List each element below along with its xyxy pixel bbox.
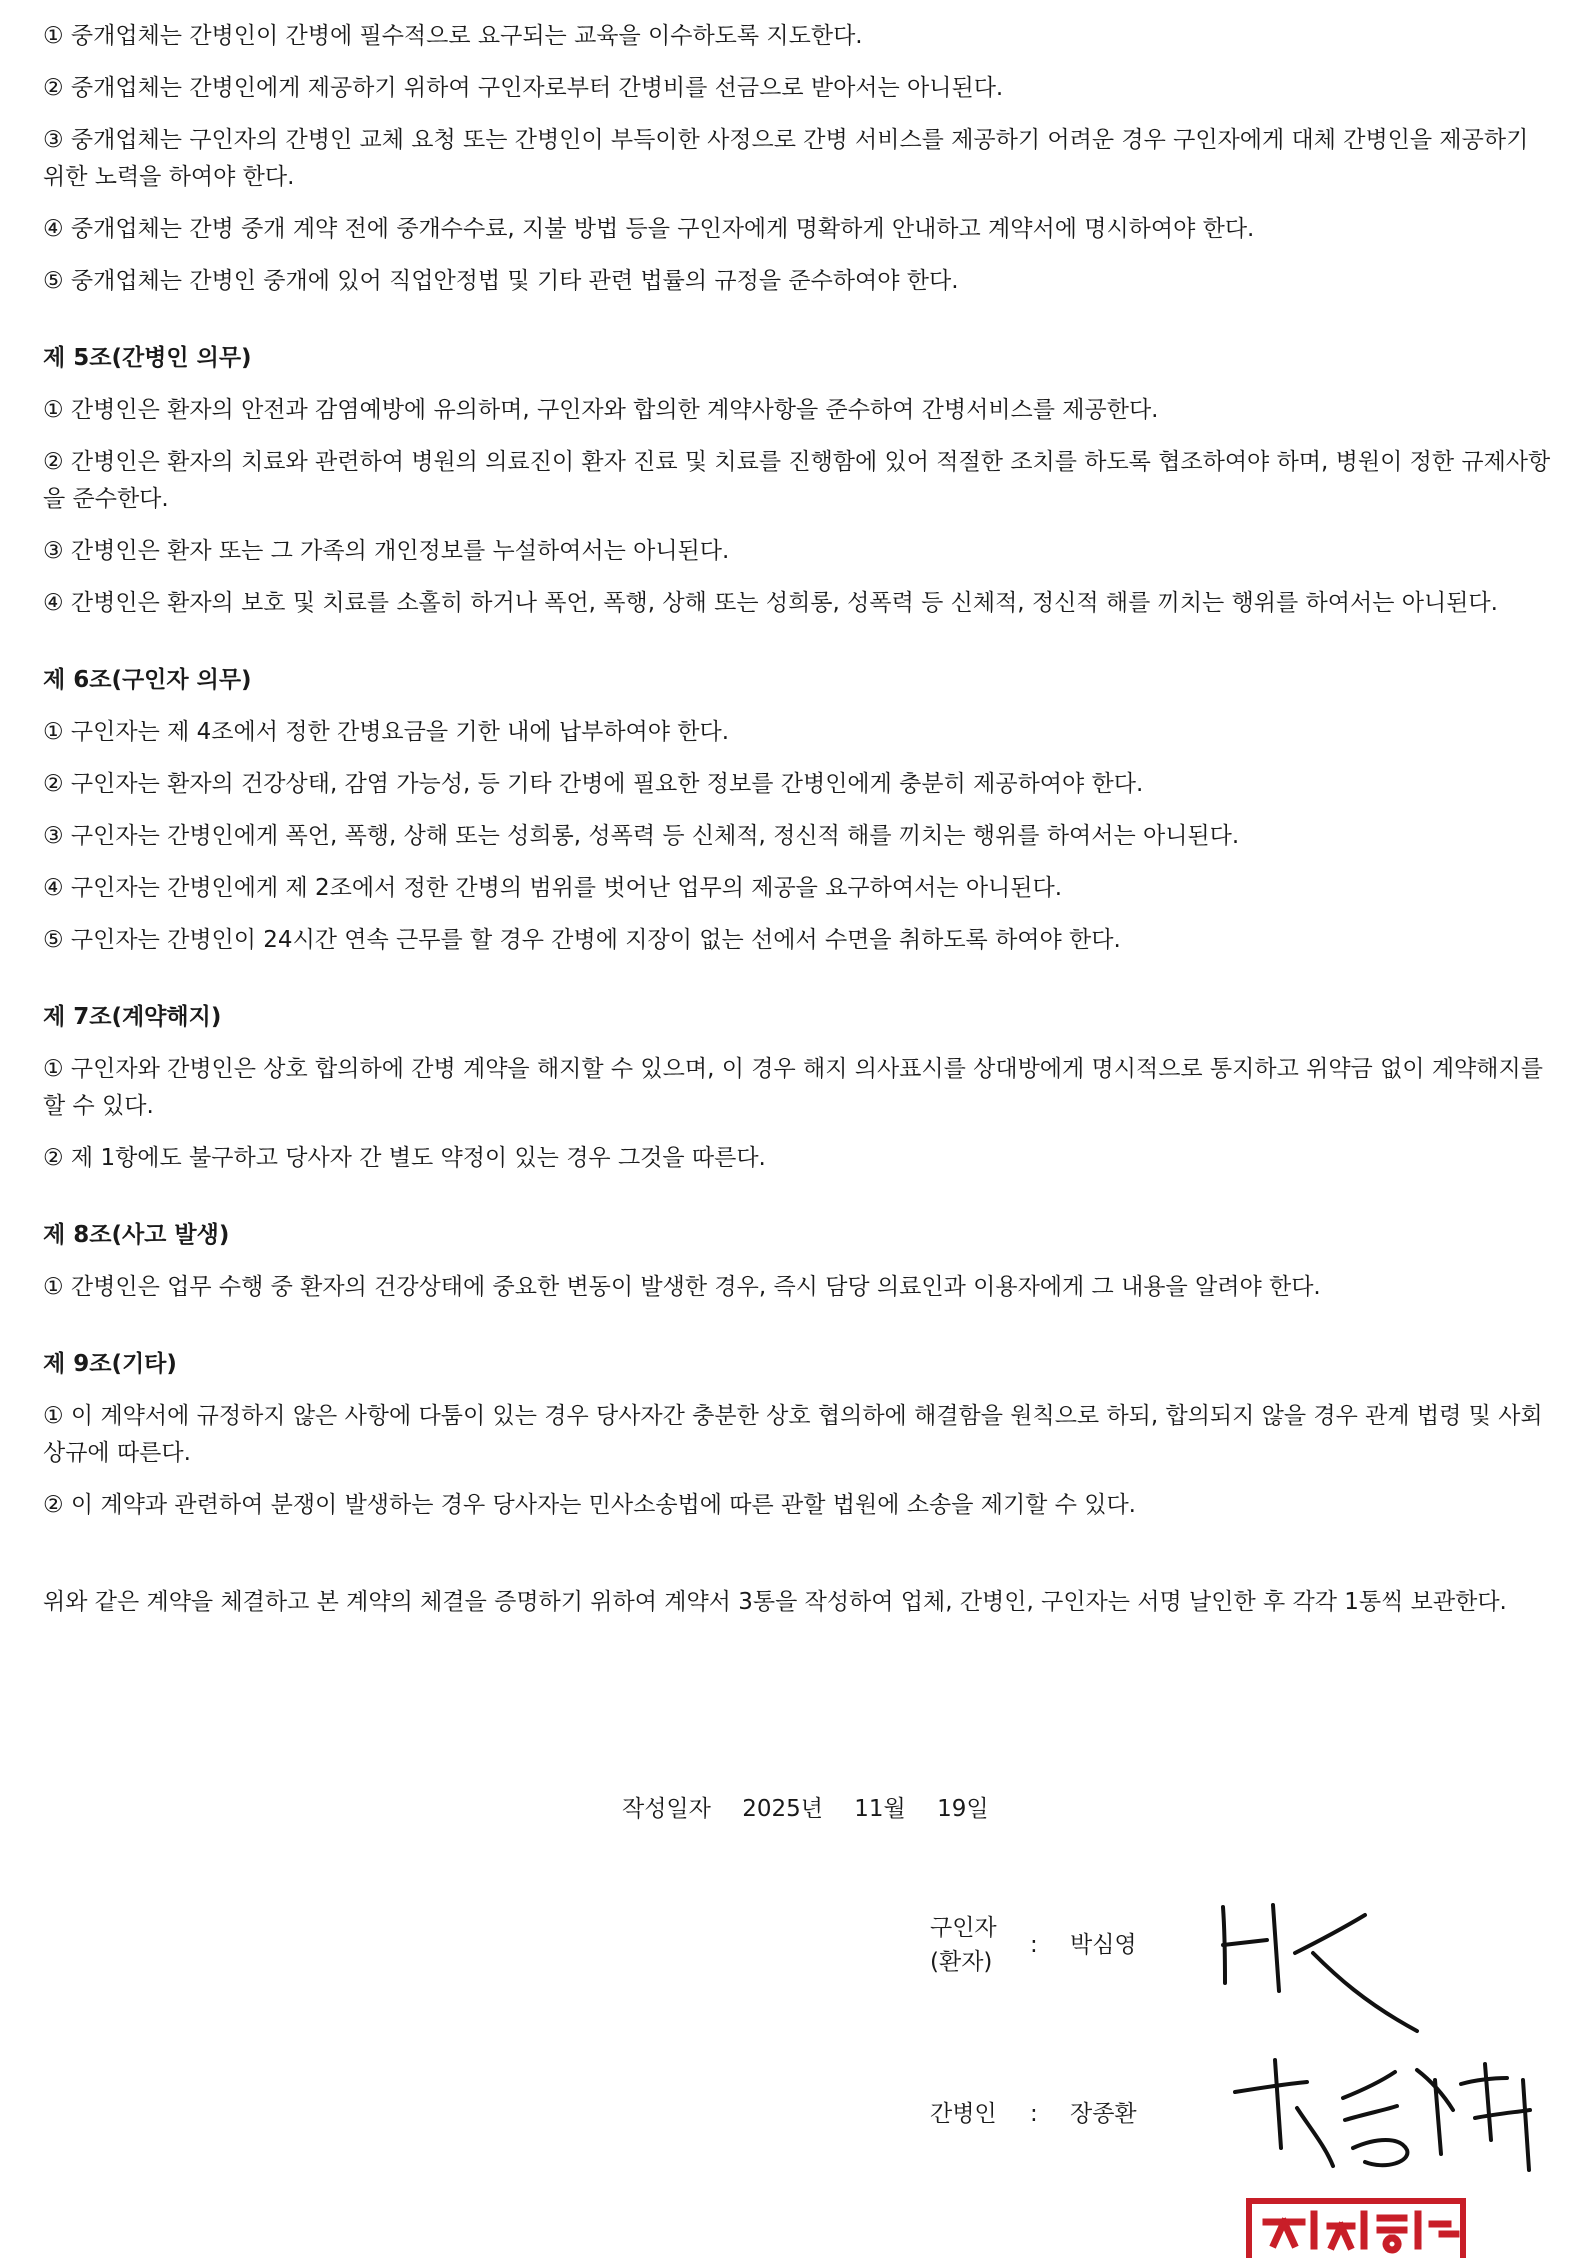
article-7 [43,999,1553,1177]
article-6 [43,662,1553,959]
party-client-label-line1: 구인자 [930,1915,997,1941]
date-month: 11월 [854,1796,906,1822]
clause-line: ① 간병인은 업무 수행 중 환자의 건강상태에 중요한 변동이 발생한 경우, 즉시 담당 의료인과 이용자에게 그 내용을 알려야 한다. [43,1274,1321,1300]
article-heading: 제 5조(간병인 의무) [43,345,252,371]
clause-line: ② 제 1항에도 불구하고 당사자 간 별도 약정이 있는 경우 그것을 따른다. [43,1145,766,1171]
party-caregiver-name: 장종환 [1070,2101,1137,2127]
party-caregiver-label: 간병인 [930,2101,997,2127]
clause-line: ① 중개업체는 간병인이 간병에 필수적으로 요구되는 교육을 이수하도록 지도한다. [43,23,863,49]
closing-statement: 위와 같은 계약을 체결하고 본 계약의 체결을 증명하기 위하여 계약서 3통을 작성하여 업체, 간병인, 구인자는 서명 날인한 후 각각 1통씩 보관한다. [43,1589,1507,1615]
date-day: 19일 [937,1796,989,1822]
seal-stamp [1246,2198,1466,2258]
article-8 [43,1217,1553,1306]
party-client-label [930,1911,997,1979]
client-signature [1195,1895,1455,2045]
caregiver-signature [1225,2050,1565,2190]
article-heading: 제 9조(기타) [43,1351,177,1377]
date-year: 2025년 [742,1796,823,1822]
clause-line: ④ 구인자는 간병인에게 제 2조에서 정한 간병의 범위를 벗어난 업무의 제공을 요구하여서는 아니된다. [43,875,1063,901]
clause-line: ⑤ 중개업체는 간병인 중개에 있어 직업안정법 및 기타 관련 법률의 규정을 준수하여야 한다. [43,268,959,294]
clause-line: ② 간병인은 환자의 치료와 관련하여 병원의 의료진이 환자 진료 및 치료를 진행함에 있어 적절한 조치를 하도록 협조하여야 하며, 병원이 정한 규제사항을 준수한다. [43,449,1551,512]
clause-line: ② 중개업체는 간병인에게 제공하기 위하여 구인자로부터 간병비를 선금으로 받아서는 아니된다. [43,75,1004,101]
clause-line: ① 구인자와 간병인은 상호 합의하에 간병 계약을 해지할 수 있으며, 이 경우 해지 의사표시를 상대방에게 명시적으로 통지하고 위약금 없이 계약해지를 할 수 있다. [43,1056,1543,1119]
article-heading: 제 7조(계약해지) [43,1004,222,1030]
article-5 [43,340,1553,622]
clause-line: ③ 구인자는 간병인에게 폭언, 폭행, 상해 또는 성희롱, 성폭력 등 신체적, 정신적 해를 끼치는 행위를 하여서는 아니된다. [43,823,1240,849]
contract-body [43,18,1553,1644]
party-client-name: 박심영 [1070,1932,1137,1958]
clause-line: ② 구인자는 환자의 건강상태, 감염 가능성, 등 기타 간병에 필요한 정보를 간병인에게 충분히 제공하여야 한다. [43,771,1144,797]
article-heading: 제 6조(구인자 의무) [43,667,252,693]
clause-line: ① 구인자는 제 4조에서 정한 간병요금을 기한 내에 납부하여야 한다. [43,719,730,745]
article-4-continued [43,18,1553,300]
clause-line: ⑤ 구인자는 간병인이 24시간 연속 근무를 할 경우 간병에 지장이 없는 선에서 수면을 취하도록 하여야 한다. [43,927,1121,953]
clause-line: ③ 중개업체는 구인자의 간병인 교체 요청 또는 간병인이 부득이한 사정으로 간병 서비스를 제공하기 어려운 경우 구인자에게 대체 간병인을 제공하기 위한 노력을 하여야 한다. [43,127,1529,190]
date-row [622,1792,1013,1826]
article-heading: 제 8조(사고 발생) [43,1222,230,1248]
party-client-label-line2: (환자) [930,1949,993,1975]
party-client-colon: : [1030,1932,1038,1958]
party-caregiver-colon: : [1030,2101,1038,2127]
clause-line: ② 이 계약과 관련하여 분쟁이 발생하는 경우 당사자는 민사소송법에 따른 관할 법원에 소송을 제기할 수 있다. [43,1492,1136,1518]
clause-line: ① 이 계약서에 규정하지 않은 사항에 다툼이 있는 경우 당사자간 충분한 상호 협의하에 해결함을 원칙으로 하되, 합의되지 않을 경우 관계 법령 및 사회상규에 따른다. [43,1403,1543,1466]
clause-line: ③ 간병인은 환자 또는 그 가족의 개인정보를 누설하여서는 아니된다. [43,538,730,564]
article-9 [43,1346,1553,1524]
clause-line: ④ 중개업체는 간병 중개 계약 전에 중개수수료, 지불 방법 등을 구인자에게 명확하게 안내하고 계약서에 명시하여야 한다. [43,216,1255,242]
clause-line: ① 간병인은 환자의 안전과 감염예방에 유의하며, 구인자와 합의한 계약사항을 준수하여 간병서비스를 제공한다. [43,397,1159,423]
date-label: 작성일자 [622,1796,711,1822]
clause-line: ④ 간병인은 환자의 보호 및 치료를 소홀히 하거나 폭언, 폭행, 상해 또는 성희롱, 성폭력 등 신체적, 정신적 해를 끼치는 행위를 하여서는 아니된다. [43,590,1498,616]
